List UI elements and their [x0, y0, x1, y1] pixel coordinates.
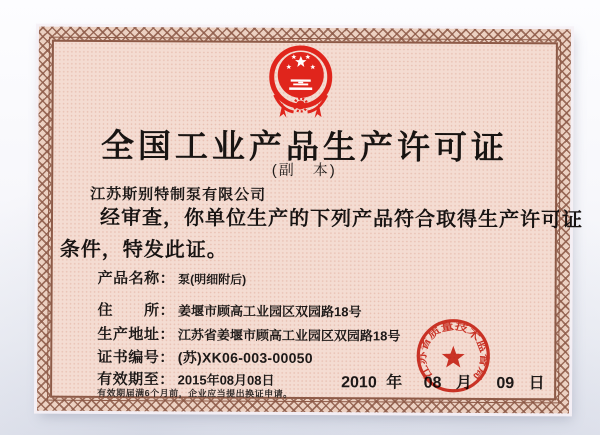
- issue-month-unit: 月: [455, 374, 472, 392]
- official-seal-stamp: [413, 316, 493, 396]
- field-label: 住 所：: [97, 301, 176, 320]
- national-emblem-icon: [269, 43, 333, 123]
- field-label: 证书编号：: [97, 348, 175, 367]
- issue-year: 2010: [341, 374, 377, 392]
- field-product-name: [98, 267, 247, 289]
- statement-line-1: 经审查，你单位生产的下列产品符合取得生产许可证: [99, 206, 584, 232]
- field-value: 江苏省姜堰市顾高工业园区双园路18号: [177, 327, 401, 344]
- seal-text: 江苏省质量技术监督局: [417, 321, 490, 380]
- field-registered-address: [97, 299, 361, 321]
- field-value: (苏)XK06-003-00050: [177, 349, 313, 367]
- field-label: 有效期至：: [97, 370, 175, 389]
- field-value: 2015年08月08日: [177, 372, 275, 388]
- field-label: 生产地址：: [97, 325, 175, 344]
- field-value: 姜堰市顾高工业园区双园路18号: [177, 303, 362, 320]
- statement-line-2: 条件，特发此证。: [59, 238, 228, 262]
- field-value: 泵(明细附后): [178, 272, 247, 287]
- company-name: 江苏斯别特制泵有限公司: [90, 185, 267, 204]
- issue-month: 08: [423, 374, 442, 392]
- renewal-note: 有效期届满6个月前，企业应当提出换证申请。: [97, 387, 293, 399]
- certificate-title: 全国工业产品生产许可证: [100, 126, 508, 167]
- statement-paragraph: [59, 202, 584, 269]
- issue-day: 09: [496, 375, 515, 393]
- field-label: 产品名称：: [97, 269, 176, 288]
- certificate-subtitle-copy: (副 本): [271, 161, 337, 180]
- field-production-address: [97, 323, 400, 346]
- issue-day-unit: 日: [528, 375, 545, 393]
- seal-star-icon: [442, 346, 465, 368]
- license-certificate: [37, 27, 584, 414]
- issue-year-unit: 年: [386, 374, 403, 392]
- field-certificate-number: [97, 346, 313, 368]
- certificate-inner-panel: [50, 40, 584, 401]
